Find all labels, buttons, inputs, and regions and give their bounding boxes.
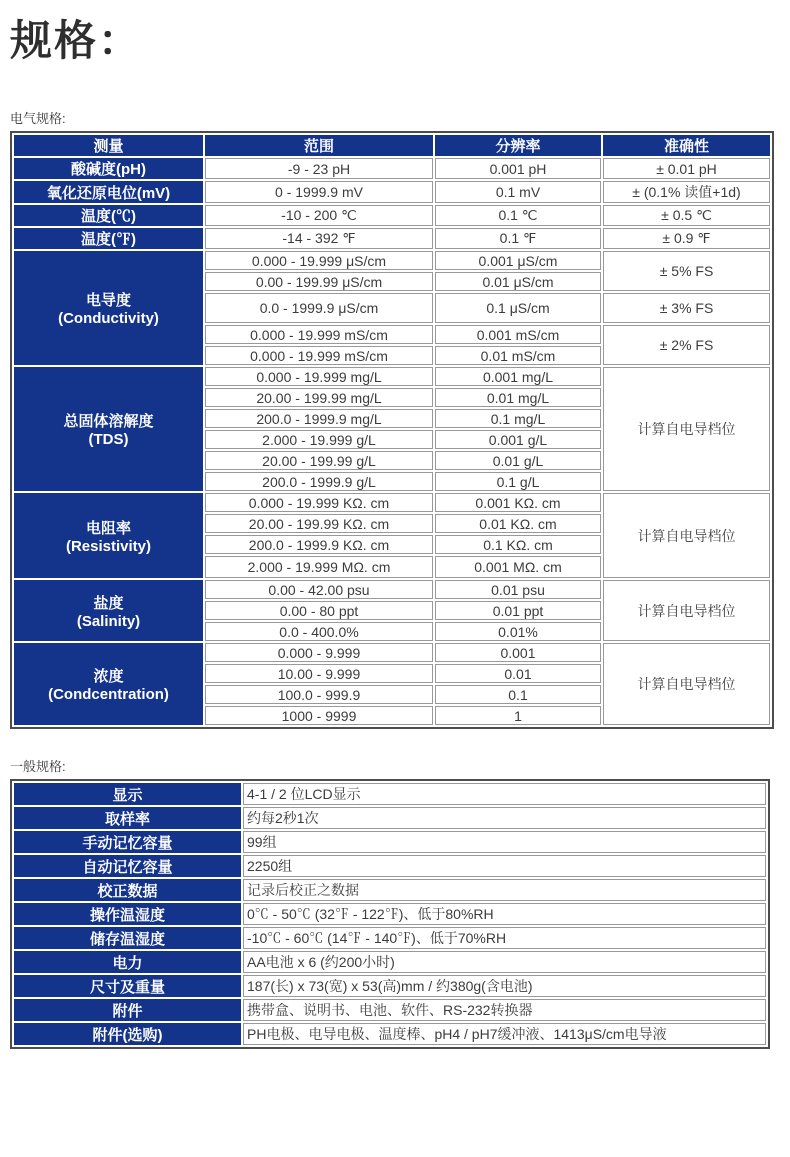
resolution-cell: 0.01% bbox=[435, 622, 601, 641]
table-row bbox=[14, 580, 770, 599]
spec-value-cell: 记录后校正之数据 bbox=[243, 879, 766, 901]
spec-label-cell: 显示 bbox=[14, 783, 241, 805]
accuracy-cell: 计算自电导档位 bbox=[603, 643, 770, 725]
range-cell: 20.00 - 199.99 mg/L bbox=[205, 388, 433, 407]
spec-value-cell: 4-1 / 2 位LCD显示 bbox=[243, 783, 766, 805]
resolution-cell: 0.001 g/L bbox=[435, 430, 601, 449]
table-row bbox=[14, 951, 766, 973]
range-cell: 2.000 - 19.999 g/L bbox=[205, 430, 433, 449]
spec-label-cell: 操作温湿度 bbox=[14, 903, 241, 925]
resolution-cell: 0.01 μS/cm bbox=[435, 272, 601, 291]
resolution-cell: 0.001 mS/cm bbox=[435, 325, 601, 344]
table-row bbox=[14, 643, 770, 662]
range-cell: 0.000 - 9.999 bbox=[205, 643, 433, 662]
spec-value-cell: 约每2秒1次 bbox=[243, 807, 766, 829]
resolution-cell: 1 bbox=[435, 706, 601, 725]
page-title: 规格： bbox=[10, 17, 143, 64]
table-row bbox=[14, 251, 770, 270]
spec-value-cell: PH电极、电导电极、温度棒、pH4 / pH7缓冲液、1413μS/cm电导液 bbox=[243, 1023, 766, 1045]
table-row bbox=[14, 783, 766, 805]
table-row bbox=[14, 999, 766, 1021]
electrical-specs-table bbox=[10, 131, 774, 729]
resolution-cell: 0.001 KΩ. cm bbox=[435, 493, 601, 512]
range-cell: 0.0 - 400.0% bbox=[205, 622, 433, 641]
resolution-cell: 0.1 mV bbox=[435, 181, 601, 203]
accuracy-cell: 计算自电导档位 bbox=[603, 367, 770, 491]
resolution-cell: 0.001 pH bbox=[435, 158, 601, 179]
accuracy-cell: 计算自电导档位 bbox=[603, 580, 770, 641]
spec-value-cell: 0℃ - 50℃ (32℉ - 122℉)、低于80%RH bbox=[243, 903, 766, 925]
resolution-cell: 0.01 mg/L bbox=[435, 388, 601, 407]
measure-cell: 温度(℉) bbox=[14, 228, 203, 249]
measure-cell: 总固体溶解度 (TDS) bbox=[14, 367, 203, 491]
header-measure: 测量 bbox=[14, 135, 203, 156]
spec-value-cell: AA电池 x 6 (约200小时) bbox=[243, 951, 766, 973]
range-cell: 0.0 - 1999.9 μS/cm bbox=[205, 293, 433, 323]
table-row bbox=[14, 879, 766, 901]
table-row bbox=[14, 181, 770, 203]
resolution-cell: 0.001 μS/cm bbox=[435, 251, 601, 270]
spec-value-cell: -10℃ - 60℃ (14℉ - 140℉)、低于70%RH bbox=[243, 927, 766, 949]
range-cell: 200.0 - 1999.9 KΩ. cm bbox=[205, 535, 433, 554]
measure-cell: 温度(℃) bbox=[14, 205, 203, 226]
resolution-cell: 0.1 mg/L bbox=[435, 409, 601, 428]
resolution-cell: 0.01 KΩ. cm bbox=[435, 514, 601, 533]
resolution-cell: 0.01 g/L bbox=[435, 451, 601, 470]
resolution-cell: 0.001 mg/L bbox=[435, 367, 601, 386]
range-cell: 0 - 1999.9 mV bbox=[205, 181, 433, 203]
header-resolution: 分辨率 bbox=[435, 135, 601, 156]
accuracy-cell: ± 3% FS bbox=[603, 293, 770, 323]
spec-label-cell: 储存温湿度 bbox=[14, 927, 241, 949]
general-specs-label: 一般规格: bbox=[10, 759, 66, 775]
range-cell: 0.00 - 42.00 psu bbox=[205, 580, 433, 599]
table-row bbox=[14, 205, 770, 226]
resolution-cell: 0.01 psu bbox=[435, 580, 601, 599]
header-accuracy: 准确性 bbox=[603, 135, 770, 156]
spec-label-cell: 取样率 bbox=[14, 807, 241, 829]
resolution-cell: 0.01 ppt bbox=[435, 601, 601, 620]
range-cell: 0.000 - 19.999 mS/cm bbox=[205, 325, 433, 344]
range-cell: 200.0 - 1999.9 g/L bbox=[205, 472, 433, 491]
measure-cell: 电阻率 (Resistivity) bbox=[14, 493, 203, 578]
range-cell: 100.0 - 999.9 bbox=[205, 685, 433, 704]
table-row bbox=[14, 807, 766, 829]
table-row bbox=[14, 975, 766, 997]
accuracy-cell: ± 0.5 ℃ bbox=[603, 205, 770, 226]
electrical-specs-body bbox=[14, 158, 770, 725]
spec-value-cell: 99组 bbox=[243, 831, 766, 853]
table-header-row bbox=[14, 135, 770, 156]
accuracy-cell: ± (0.1% 读值+1d) bbox=[603, 181, 770, 203]
spec-value-cell: 187(长) x 73(宽) x 53(高)mm / 约380g(含电池) bbox=[243, 975, 766, 997]
resolution-cell: 0.1 g/L bbox=[435, 472, 601, 491]
table-row bbox=[14, 855, 766, 877]
measure-cell: 氧化还原电位(mV) bbox=[14, 181, 203, 203]
range-cell: 0.00 - 199.99 μS/cm bbox=[205, 272, 433, 291]
range-cell: 0.000 - 19.999 KΩ. cm bbox=[205, 493, 433, 512]
spec-label-cell: 尺寸及重量 bbox=[14, 975, 241, 997]
spec-label-cell: 电力 bbox=[14, 951, 241, 973]
table-row bbox=[14, 927, 766, 949]
measure-cell: 电导度 (Conductivity) bbox=[14, 251, 203, 365]
range-cell: 0.000 - 19.999 mS/cm bbox=[205, 346, 433, 365]
measure-cell: 酸碱度(pH) bbox=[14, 158, 203, 179]
range-cell: 20.00 - 199.99 KΩ. cm bbox=[205, 514, 433, 533]
table-row bbox=[14, 1023, 766, 1045]
table-row bbox=[14, 158, 770, 179]
table-row bbox=[14, 831, 766, 853]
range-cell: 20.00 - 199.99 g/L bbox=[205, 451, 433, 470]
spec-label-cell: 附件 bbox=[14, 999, 241, 1021]
measure-cell: 浓度 (Condcentration) bbox=[14, 643, 203, 725]
range-cell: -10 - 200 ℃ bbox=[205, 205, 433, 226]
range-cell: 2.000 - 19.999 MΩ. cm bbox=[205, 556, 433, 578]
resolution-cell: 0.1 KΩ. cm bbox=[435, 535, 601, 554]
accuracy-cell: 计算自电导档位 bbox=[603, 493, 770, 578]
range-cell: -14 - 392 ℉ bbox=[205, 228, 433, 249]
range-cell: -9 - 23 pH bbox=[205, 158, 433, 179]
table-row bbox=[14, 367, 770, 386]
spec-label-cell: 校正数据 bbox=[14, 879, 241, 901]
range-cell: 10.00 - 9.999 bbox=[205, 664, 433, 683]
header-range: 范围 bbox=[205, 135, 433, 156]
resolution-cell: 0.1 ℃ bbox=[435, 205, 601, 226]
spec-value-cell: 2250组 bbox=[243, 855, 766, 877]
table-row bbox=[14, 493, 770, 512]
accuracy-cell: ± 0.9 ℉ bbox=[603, 228, 770, 249]
range-cell: 0.000 - 19.999 mg/L bbox=[205, 367, 433, 386]
range-cell: 0.000 - 19.999 μS/cm bbox=[205, 251, 433, 270]
table-row bbox=[14, 228, 770, 249]
accuracy-cell: ± 0.01 pH bbox=[603, 158, 770, 179]
spec-label-cell: 自动记忆容量 bbox=[14, 855, 241, 877]
resolution-cell: 0.001 MΩ. cm bbox=[435, 556, 601, 578]
accuracy-cell: ± 2% FS bbox=[603, 325, 770, 365]
resolution-cell: 0.001 bbox=[435, 643, 601, 662]
accuracy-cell: ± 5% FS bbox=[603, 251, 770, 291]
resolution-cell: 0.1 μS/cm bbox=[435, 293, 601, 323]
measure-cell: 盐度 (Salinity) bbox=[14, 580, 203, 641]
resolution-cell: 0.1 ℉ bbox=[435, 228, 601, 249]
resolution-cell: 0.1 bbox=[435, 685, 601, 704]
range-cell: 1000 - 9999 bbox=[205, 706, 433, 725]
range-cell: 200.0 - 1999.9 mg/L bbox=[205, 409, 433, 428]
spec-label-cell: 手动记忆容量 bbox=[14, 831, 241, 853]
general-specs-body bbox=[14, 783, 766, 1045]
range-cell: 0.00 - 80 ppt bbox=[205, 601, 433, 620]
spec-label-cell: 附件(选购) bbox=[14, 1023, 241, 1045]
electrical-specs-label: 电气规格: bbox=[10, 111, 66, 127]
table-row bbox=[14, 903, 766, 925]
resolution-cell: 0.01 mS/cm bbox=[435, 346, 601, 365]
resolution-cell: 0.01 bbox=[435, 664, 601, 683]
general-specs-table bbox=[10, 779, 770, 1049]
spec-value-cell: 携带盒、说明书、电池、软件、RS-232转换器 bbox=[243, 999, 766, 1021]
